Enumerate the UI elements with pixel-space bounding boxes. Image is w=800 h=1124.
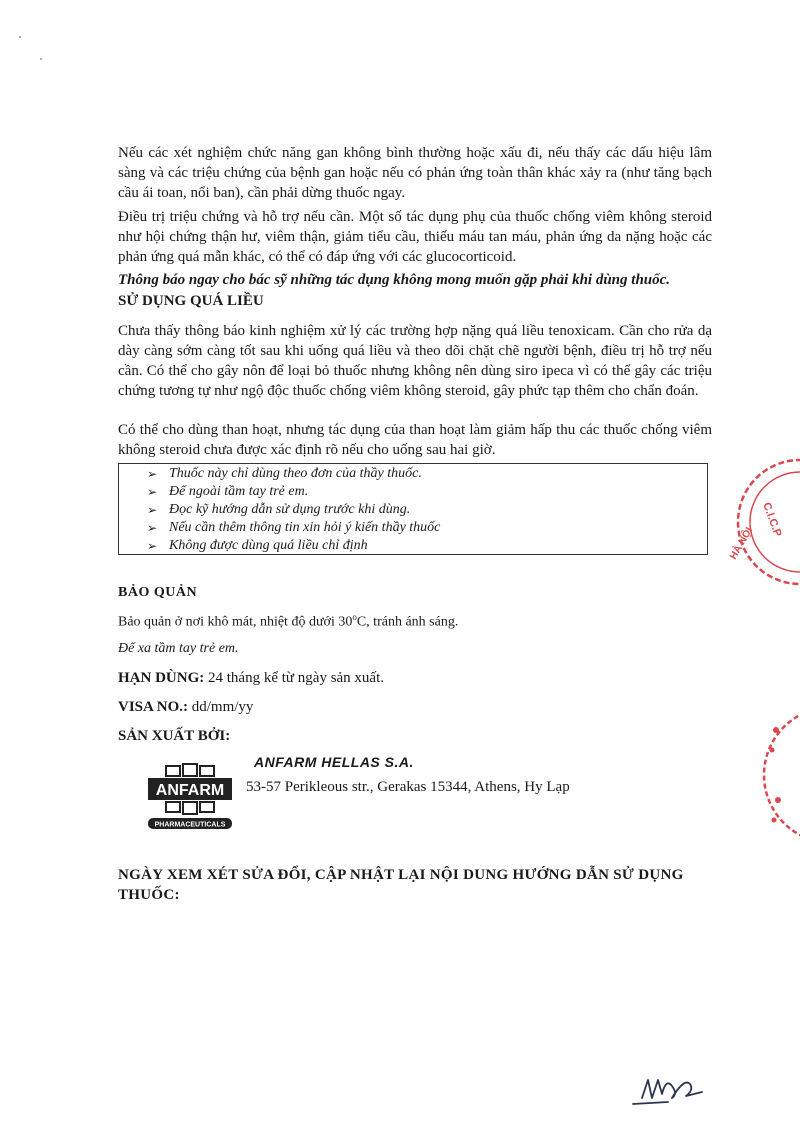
visa-value: dd/mm/yy — [191, 699, 254, 715]
notice-item-text: Thuốc này chỉ dùng theo đơn của thầy thuốc. — [169, 466, 422, 481]
shelf-life — [118, 670, 384, 687]
arrow-bullet-icon: ➢ — [147, 539, 158, 553]
arrow-bullet-icon: ➢ — [147, 485, 158, 499]
stamp-text: HÀ NỘI — [728, 525, 756, 562]
visa-label: VISA NO.: — [118, 699, 189, 715]
scan-speck — [40, 58, 42, 60]
notice-item — [147, 519, 707, 537]
manufacturer-address: 53-57 Perikleous str., Gerakas 15344, Athens, Hy Lạp — [246, 779, 570, 795]
notice-item-text: Không được dùng quá liều chỉ định — [169, 538, 368, 553]
arrow-bullet-icon: ➢ — [147, 503, 158, 517]
notice-item — [147, 465, 707, 483]
handwritten-signature — [628, 1068, 718, 1110]
notice-item — [147, 483, 707, 501]
notice-item — [147, 501, 707, 519]
official-stamp-seal — [725, 452, 800, 592]
warning-notice-box — [118, 463, 708, 555]
activated-charcoal-paragraph: Có thể cho dùng than hoạt, nhưng tác dụng của than hoạt làm giảm hấp thu các thuốc chống viêm không steroid chưa được xác định rõ nếu cho uống sau hai giờ. — [118, 422, 712, 458]
manufacturer-heading: SẢN XUẤT BỞI: — [118, 728, 231, 744]
notice-item-text: Nếu cần thêm thông tin xin hỏi ý kiến thầy thuốc — [169, 520, 441, 535]
overdose-paragraph: Chưa thấy thông báo kinh nghiệm xử lý các trường hợp nặng quá liều tenoxicam. Cần cho rửa dạ dày càng sớm càng tốt sau khi uống quá liều và theo dõi chặt chẽ người bệnh, điều trị hỗ trợ nếu cần. Có thể cho gây nôn để loại bỏ thuốc nhưng không nên dùng siro ipeca vì có thể gây các triệu chứng tương tự như ngộ độc thuốc chống viêm không steroid, gây phức tạp thêm cho chẩn đoán. — [118, 323, 712, 399]
scan-speck — [19, 36, 21, 38]
keep-away-from-children: Để xa tầm tay trẻ em. — [118, 641, 239, 656]
storage-conditions — [118, 612, 458, 631]
anfarm-logo — [146, 762, 234, 832]
arrow-bullet-icon: ➢ — [147, 521, 158, 535]
stamp-text: C.I.C.P — [760, 500, 784, 539]
liver-warning-paragraph: Nếu các xét nghiệm chức năng gan không bình thường hoặc xấu đi, nếu thấy các dấu hiệu lâm sàng và các triệu chứng của bệnh gan hoặc nếu có phản ứng toàn thân khác xảy ra (như tăng bạch cầu ái toan, nổi ban), cần phải dừng thuốc ngay. — [118, 145, 712, 201]
notice-item-text: Đọc kỹ hướng dẫn sử dụng trước khi dùng. — [169, 502, 411, 517]
notice-item-text: Để ngoài tầm tay trẻ em. — [169, 484, 309, 499]
arrow-bullet-icon: ➢ — [147, 467, 158, 481]
logo-wordmark: ANFARM — [155, 782, 225, 799]
report-side-effects-note: Thông báo ngay cho bác sỹ những tác dụng không mong muốn gặp phải khi dùng thuốc. — [118, 272, 671, 288]
symptom-treatment-paragraph: Điều trị triệu chứng và hỗ trợ nếu cần. Một số tác dụng phụ của thuốc chống viêm không steroid như hội chứng thận hư, viêm thận, giảm tiểu cầu, thiếu máu tan máu, phản ứng da nặng hoặc các phản ứng quá mẫn khác, có thể có đáp ứng với các glucocorticoid. — [118, 209, 712, 265]
notice-item — [147, 537, 707, 555]
degree-sign: o — [352, 612, 357, 622]
manufacturer-name: ANFARM HELLAS S.A. — [254, 754, 414, 770]
edge-stamp-fragment — [752, 700, 800, 850]
shelf-life-label: HẠN DÙNG: — [118, 670, 205, 686]
visa-number — [118, 699, 253, 716]
shelf-life-value: 24 tháng kể từ ngày sản xuất. — [208, 670, 385, 686]
overdose-heading: SỬ DỤNG QUÁ LIỀU — [118, 293, 264, 309]
revision-date-heading: NGÀY XEM XÉT SỬA ĐỔI, CẬP NHẬT LẠI NỘI DUNG HƯỚNG DẪN SỬ DỤNG THUỐC: — [118, 867, 684, 903]
storage-heading: BẢO QUẢN — [118, 585, 198, 600]
storage-text-end: C, tránh ánh sáng. — [356, 614, 459, 630]
storage-text: Bảo quản ở nơi khô mát, nhiệt độ dưới 30 — [118, 614, 353, 630]
logo-subtext: PHARMACEUTICALS — [154, 821, 226, 829]
